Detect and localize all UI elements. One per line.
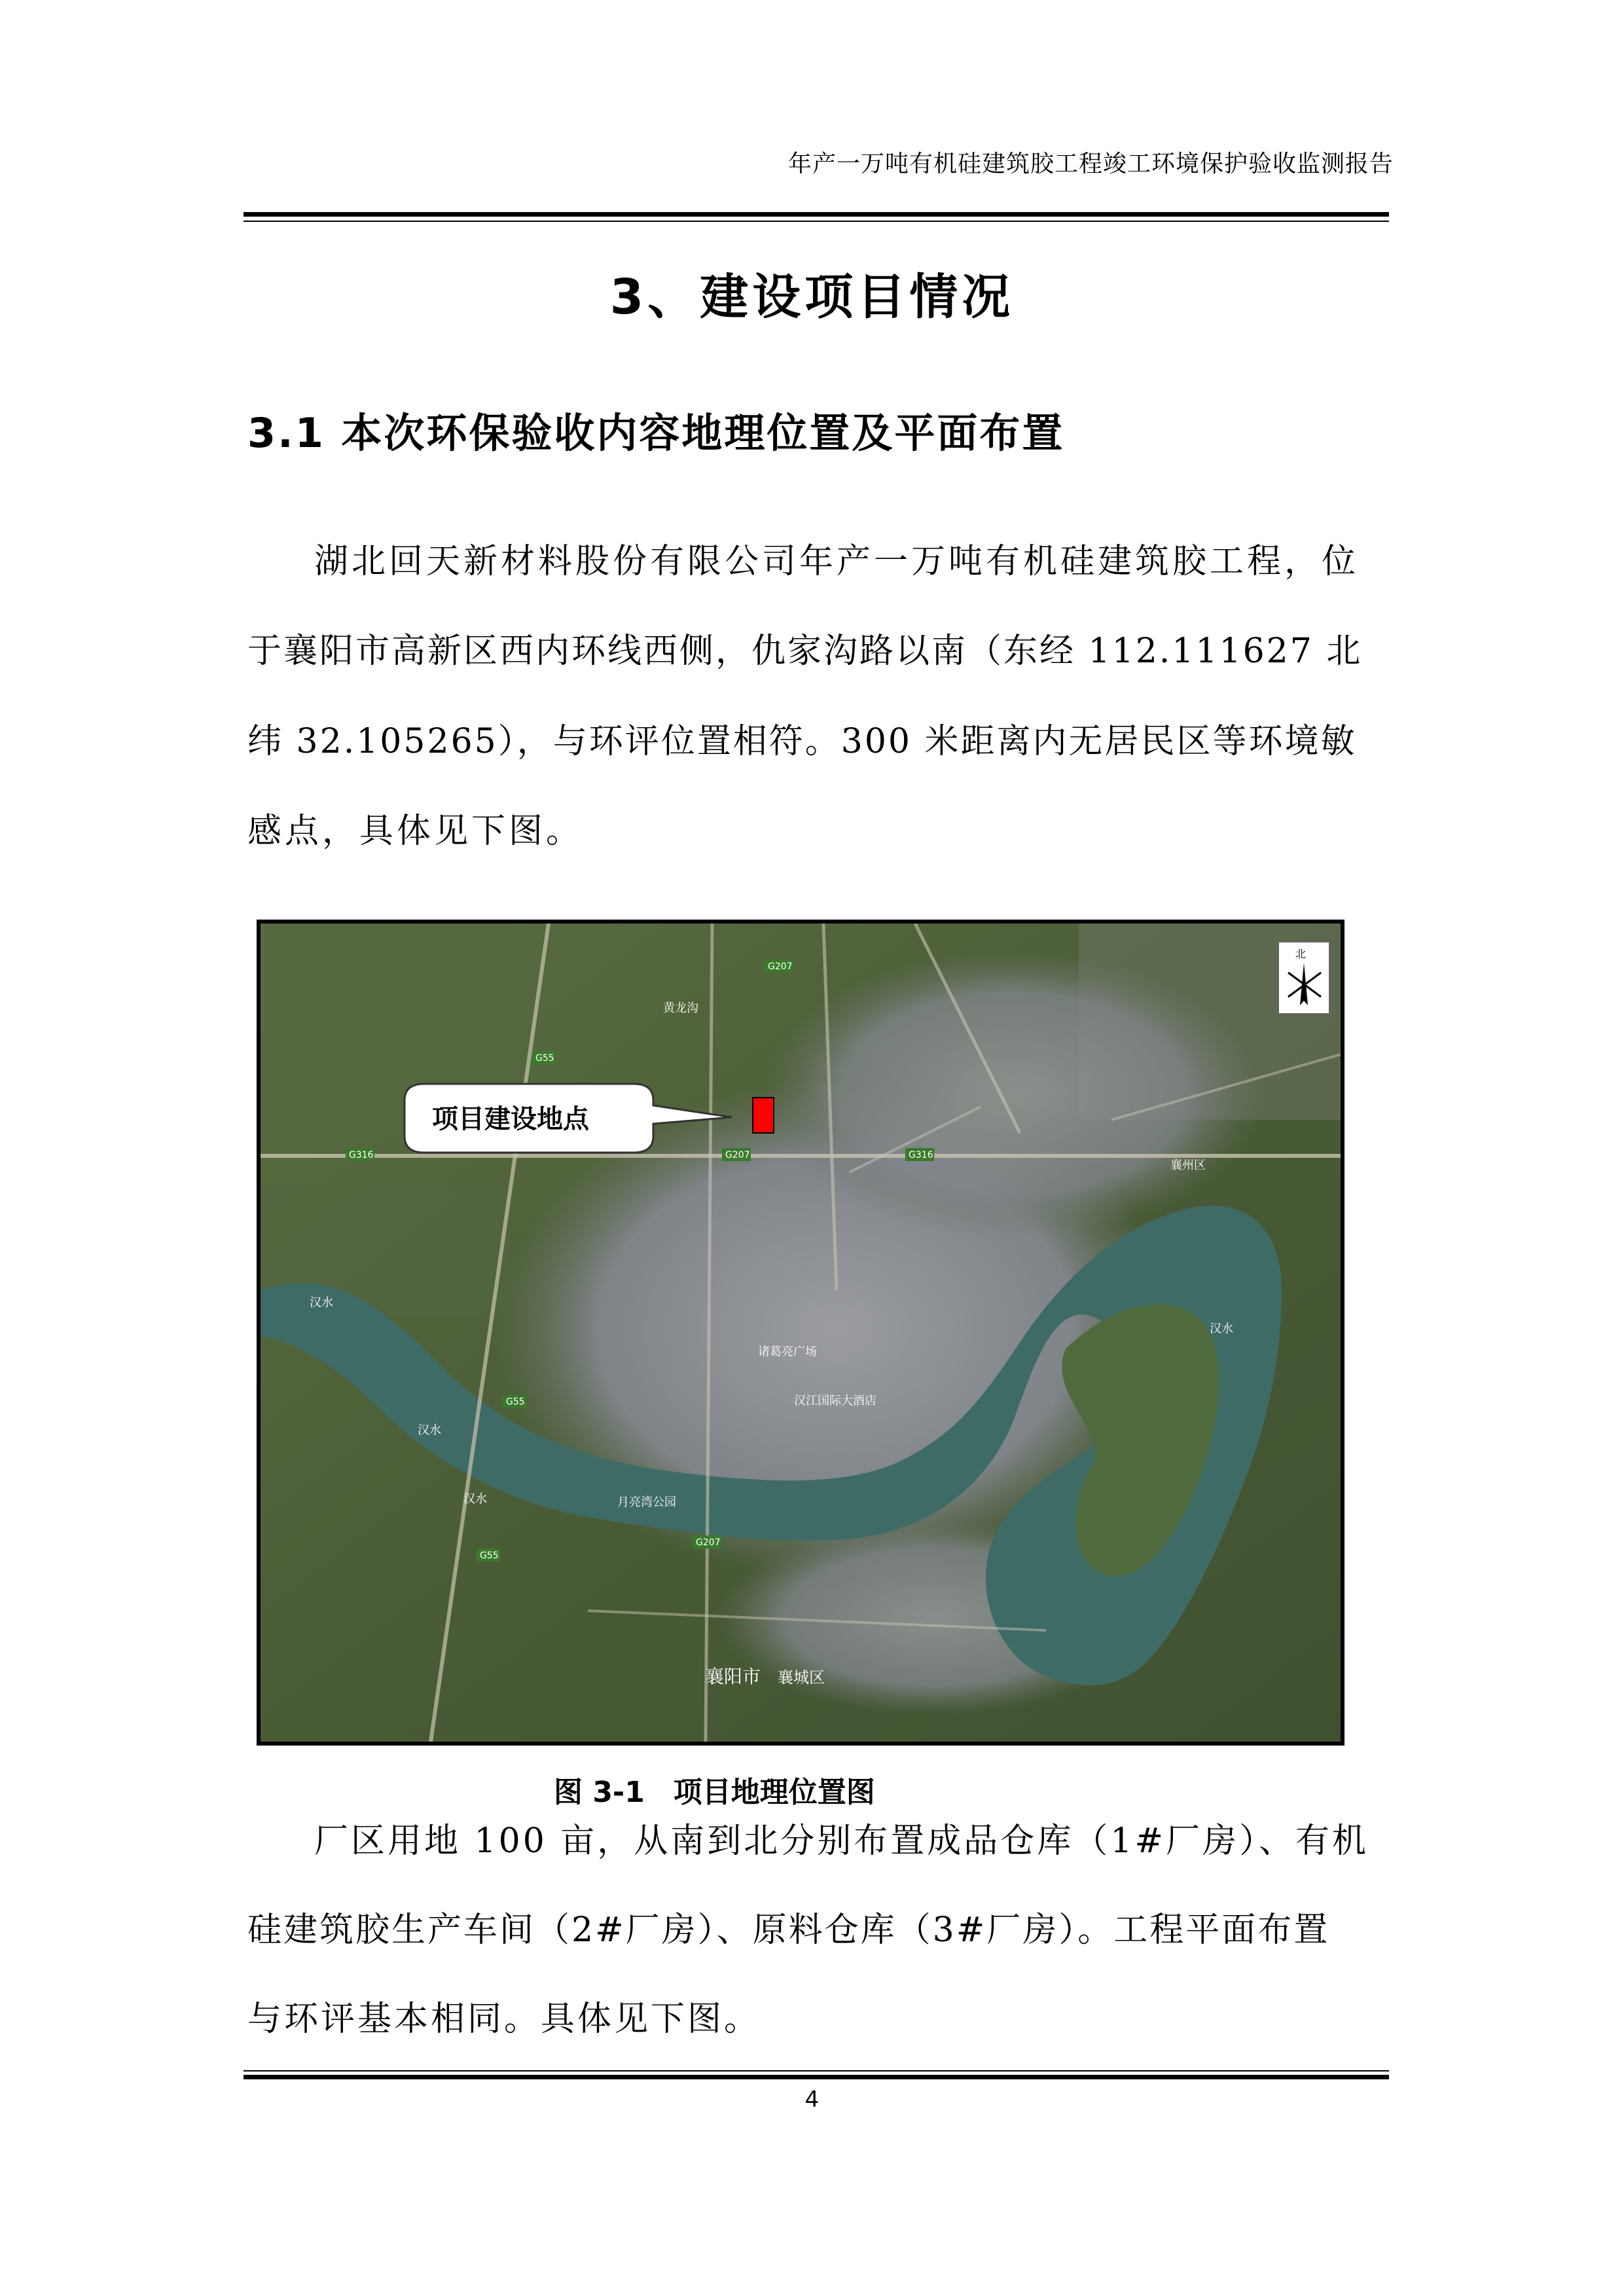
label-plaza: 诸葛亮广场 <box>758 1345 817 1359</box>
label-park: 月亮湾公园 <box>617 1496 676 1509</box>
north-arrow-icon <box>1278 942 1329 1014</box>
label-road-g55-south: G55 <box>480 1551 499 1561</box>
page-number: 4 <box>804 2087 820 2113</box>
label-road-g55-north: G55 <box>535 1053 554 1064</box>
location-map <box>257 920 1344 1746</box>
paragraph1-line-2: 于襄阳市高新区西内环线西侧，仇家沟路以南（东经 112.111627 北 <box>247 632 1363 671</box>
paragraph2-line-3: 与环评基本相同。具体见下图。 <box>247 2000 761 2039</box>
project-location-marker <box>753 1098 774 1133</box>
label-xiangzhou-district: 襄州区 <box>1170 1158 1206 1172</box>
figure-caption: 图 3-1 项目地理位置图 <box>554 1776 875 1809</box>
label-river-4: 汉水 <box>1210 1322 1233 1336</box>
label-hotel: 汉江国际大酒店 <box>794 1394 876 1408</box>
section-heading: 3、建设项目情况 <box>609 269 1015 325</box>
satellite-map-image <box>261 924 1341 1742</box>
label-road-g207-center: G207 <box>725 1150 750 1160</box>
header-rule-thin <box>244 221 1389 222</box>
label-creek: 黄龙沟 <box>663 1001 698 1015</box>
paragraph1-line-3: 纬 32.105265），与环评位置相符。300 米距离内无居民区等环境敏 <box>247 722 1357 761</box>
label-road-g207-south: G207 <box>696 1537 721 1548</box>
label-xiangyang-city: 襄阳市 <box>706 1666 761 1687</box>
paragraph2-line-2: 硅建筑胶生产车间（2#厂房）、原料仓库（3#厂房）。工程平面布置 <box>247 1910 1330 1950</box>
label-river-3: 汉水 <box>463 1492 487 1506</box>
footer-rule-thick <box>244 2075 1389 2079</box>
label-xiangcheng-district: 襄城区 <box>778 1668 825 1687</box>
paragraph2-line-1: 厂区用地 100 亩，从南到北分别布置成品仓库（1#厂房）、有机 <box>314 1821 1369 1861</box>
callout-label: 项目建设地点 <box>432 1104 589 1134</box>
header-rule-thick <box>244 212 1389 217</box>
label-river-2: 汉水 <box>418 1424 441 1437</box>
paragraph1-line-1: 湖北回天新材料股份有限公司年产一万吨有机硅建筑胶工程，位 <box>314 542 1360 581</box>
label-road-g207-north: G207 <box>768 961 793 972</box>
section-subheading: 3.1 本次环保验收内容地理位置及平面布置 <box>247 409 1065 457</box>
label-road-g316-east: G316 <box>909 1150 933 1160</box>
footer-rule-thin <box>244 2070 1389 2072</box>
compass-label: 北 <box>1295 948 1307 960</box>
label-road-g55-center: G55 <box>506 1397 525 1407</box>
report-header-title: 年产一万吨有机硅建筑胶工程竣工环境保护验收监测报告 <box>787 151 1394 177</box>
label-river-1: 汉水 <box>310 1296 333 1310</box>
paragraph1-line-4: 感点，具体见下图。 <box>247 812 584 851</box>
label-road-g316-west: G316 <box>349 1150 374 1160</box>
